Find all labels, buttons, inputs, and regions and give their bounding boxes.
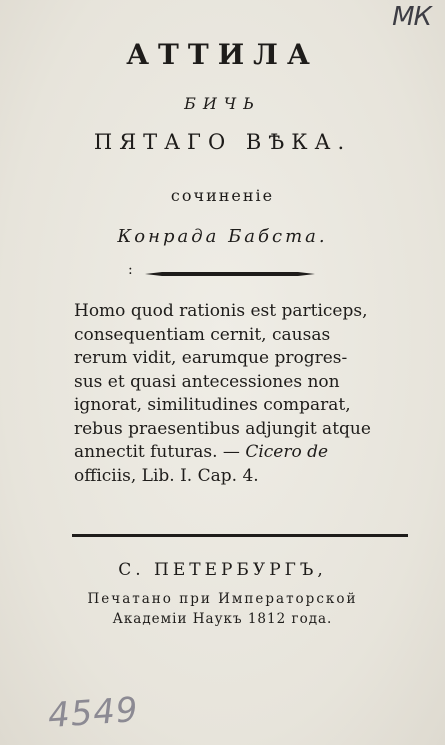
epigraph-line: rerum vidit, earumque progres- [74, 348, 348, 368]
epigraph-line: Homo quod rationis est particeps, [74, 301, 368, 321]
work-label: сочиненiе [170, 186, 275, 205]
inventory-number: 4549 [46, 689, 140, 737]
epigraph-line-with-source [74, 441, 404, 465]
library-mark: МК [392, 2, 431, 32]
epigraph-source-author: Cicero de [245, 442, 329, 462]
epigraph [74, 300, 404, 488]
ornament-dots: : [128, 262, 133, 278]
epigraph-line: annectit futuras. — [74, 442, 240, 462]
author-name: Конрада Бабста. [117, 226, 328, 247]
epigraph-source-work: officiis, Lib. I. Cap. 4. [74, 465, 259, 486]
subtitle-line-2: ПЯТАГО ВѢКА. [93, 130, 352, 154]
imprint-line-2: Академiи Наукъ 1812 года. [112, 611, 333, 627]
divider-rule [72, 534, 408, 537]
epigraph-line: ignorat, similitudines comparat, [74, 395, 351, 415]
ornamental-rule [145, 272, 315, 276]
imprint-line-1: Печатано при Императорской [87, 591, 358, 607]
book-title: АТТИЛА [126, 38, 319, 71]
epigraph-line: rebus praesentibus adjungit atque [74, 418, 371, 439]
epigraph-line: sus et quasi antecessiones non [74, 371, 340, 392]
publication-place: С. ПЕТЕРБУРГЪ, [118, 560, 327, 580]
subtitle-line-1: БИЧЬ [184, 94, 261, 113]
epigraph-line: consequentiam cernit, causas [74, 324, 331, 345]
